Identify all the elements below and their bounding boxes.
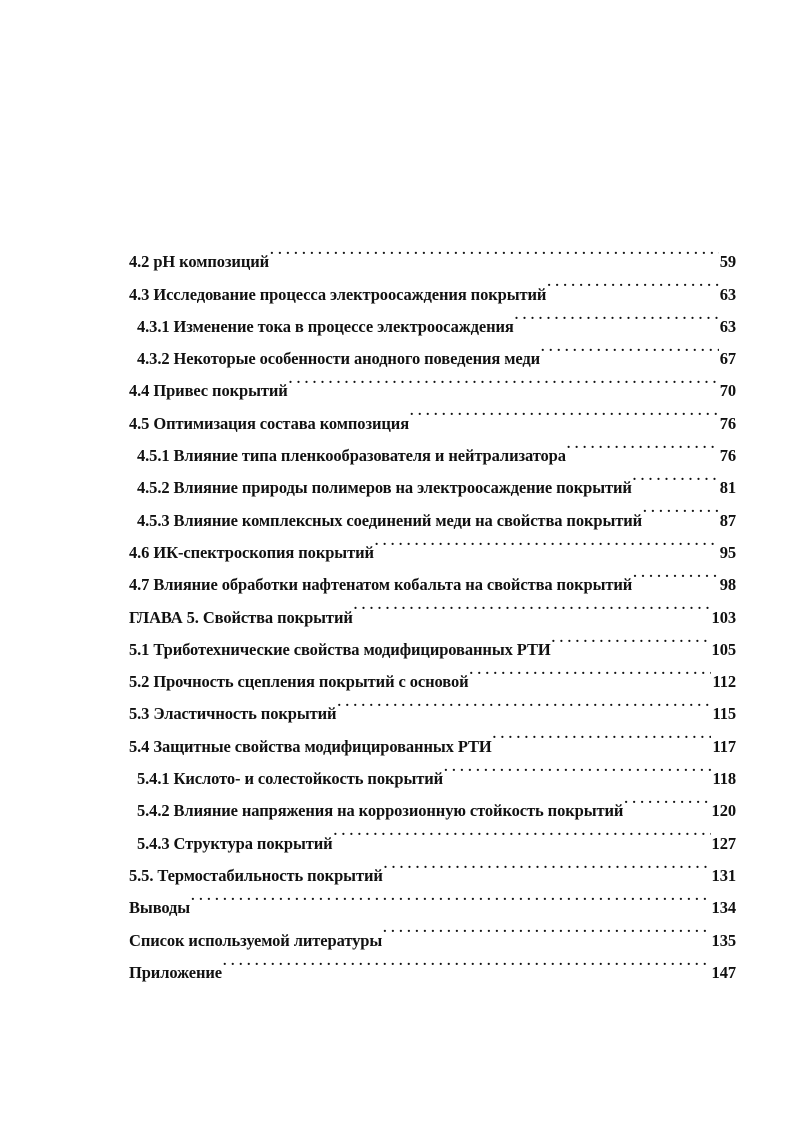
toc-dot-leader [515, 300, 719, 332]
toc-dot-leader [633, 461, 719, 493]
toc-entry-title: 5.4 Защитные свойства модифицированных РТИ [129, 736, 492, 756]
toc-dot-leader [444, 752, 711, 784]
toc-dot-leader [289, 364, 719, 396]
toc-dot-leader [375, 526, 719, 558]
toc-entry-title: 4.4 Привес покрытий [129, 381, 288, 401]
toc-dot-leader [552, 623, 711, 655]
toc-entry-title: 4.5.3 Влияние комплексных соединений меди на свойства покрытий [137, 510, 643, 530]
toc-entry [129, 881, 736, 918]
toc-dot-leader [643, 493, 719, 525]
toc-entry-page-number: 131 [711, 865, 736, 885]
toc-entry-title: 4.6 ИК-спектроскопия покрытий [129, 542, 374, 562]
toc-dot-leader [354, 590, 711, 622]
toc-entry-page-number: 76 [719, 446, 736, 466]
toc-entry-page-number: 70 [719, 381, 736, 401]
toc-entry-title: Выводы [129, 898, 191, 918]
toc-entry-page-number: 76 [719, 413, 736, 433]
toc-entry-page-number: 117 [712, 736, 736, 756]
toc-dot-leader [410, 396, 719, 428]
toc-dot-leader [223, 946, 711, 978]
toc-entry-page-number: 98 [719, 575, 736, 595]
toc-entry-page-number: 103 [711, 607, 736, 627]
toc-entry-title: 4.2 pH композиций [129, 252, 270, 272]
toc-entry [129, 913, 736, 950]
toc-entry-title: 4.3.1 Изменение тока в процессе электроосаждения [137, 316, 514, 336]
toc-entry-page-number: 81 [719, 478, 736, 498]
toc-entry-title: 5.3 Эластичность покрытий [129, 704, 337, 724]
toc-entry-title: Приложение [129, 962, 223, 982]
toc-entry-title: 4.3 Исследование процесса электроосаждения покрытий [129, 284, 547, 304]
toc-entry-page-number: 95 [719, 542, 736, 562]
toc-dot-leader [334, 816, 711, 848]
toc-entry-title: 4.3.2 Некоторые особенности анодного поведения меди [137, 349, 541, 369]
toc-entry-page-number: 134 [711, 898, 736, 918]
toc-dot-leader [547, 267, 718, 299]
toc-entry-title: 5.4.1 Кислото- и солестойкость покрытий [137, 769, 444, 789]
toc-dot-leader [633, 558, 718, 590]
toc-entry-page-number: 147 [711, 962, 736, 982]
toc-entry-title: Список используемой литературы [129, 930, 383, 950]
toc-dot-leader [383, 913, 710, 945]
toc-entry-page-number: 67 [719, 349, 736, 369]
toc-entry-page-number: 118 [712, 769, 736, 789]
toc-dot-leader [541, 332, 719, 364]
toc-entry-page-number: 59 [719, 252, 736, 272]
toc-entry-page-number: 120 [711, 801, 736, 821]
toc-dot-leader [567, 429, 719, 461]
toc-entry-page-number: 105 [711, 639, 736, 659]
toc-entry-page-number: 63 [719, 316, 736, 336]
toc-entry-title: ГЛАВА 5. Свойства покрытий [129, 607, 353, 627]
toc-entry-page-number: 63 [719, 284, 736, 304]
toc-entry-title: 5.4.2 Влияние напряжения на коррозионную стойкость покрытий [137, 801, 624, 821]
toc-entry-title: 4.5.2 Влияние природы полимеров на электроосаждение покрытий [137, 478, 632, 498]
toc-entry-title: 4.7 Влияние обработки нафтенатом кобальта на свойства покрытий [129, 575, 633, 595]
toc-entry-page-number: 127 [711, 833, 736, 853]
toc-dot-leader [624, 784, 710, 816]
toc-dot-leader [337, 687, 711, 719]
toc-dot-leader [493, 719, 712, 751]
toc-entry-page-number: 115 [712, 704, 736, 724]
table-of-contents [129, 235, 736, 982]
toc-entry-title: 5.4.3 Структура покрытий [137, 833, 333, 853]
toc-entry-title: 5.2 Прочность сцепления покрытий с основой [129, 672, 469, 692]
toc-dot-leader [470, 655, 712, 687]
toc-dot-leader [384, 849, 711, 881]
toc-entry-page-number: 112 [712, 672, 736, 692]
toc-dot-leader [191, 881, 710, 913]
toc-entry [129, 235, 736, 272]
toc-entry-title: 5.5. Термостабильность покрытий [129, 865, 383, 885]
toc-dot-leader [270, 235, 719, 267]
toc-entry-title: 5.1 Триботехнические свойства модифицированных РТИ [129, 639, 551, 659]
toc-entry-page-number: 87 [719, 510, 736, 530]
toc-entry-title: 4.5.1 Влияние типа пленкообразователя и нейтрализатора [137, 446, 566, 466]
toc-entry-title: 4.5 Оптимизация состава композиция [129, 413, 410, 433]
toc-entry-page-number: 135 [711, 930, 736, 950]
